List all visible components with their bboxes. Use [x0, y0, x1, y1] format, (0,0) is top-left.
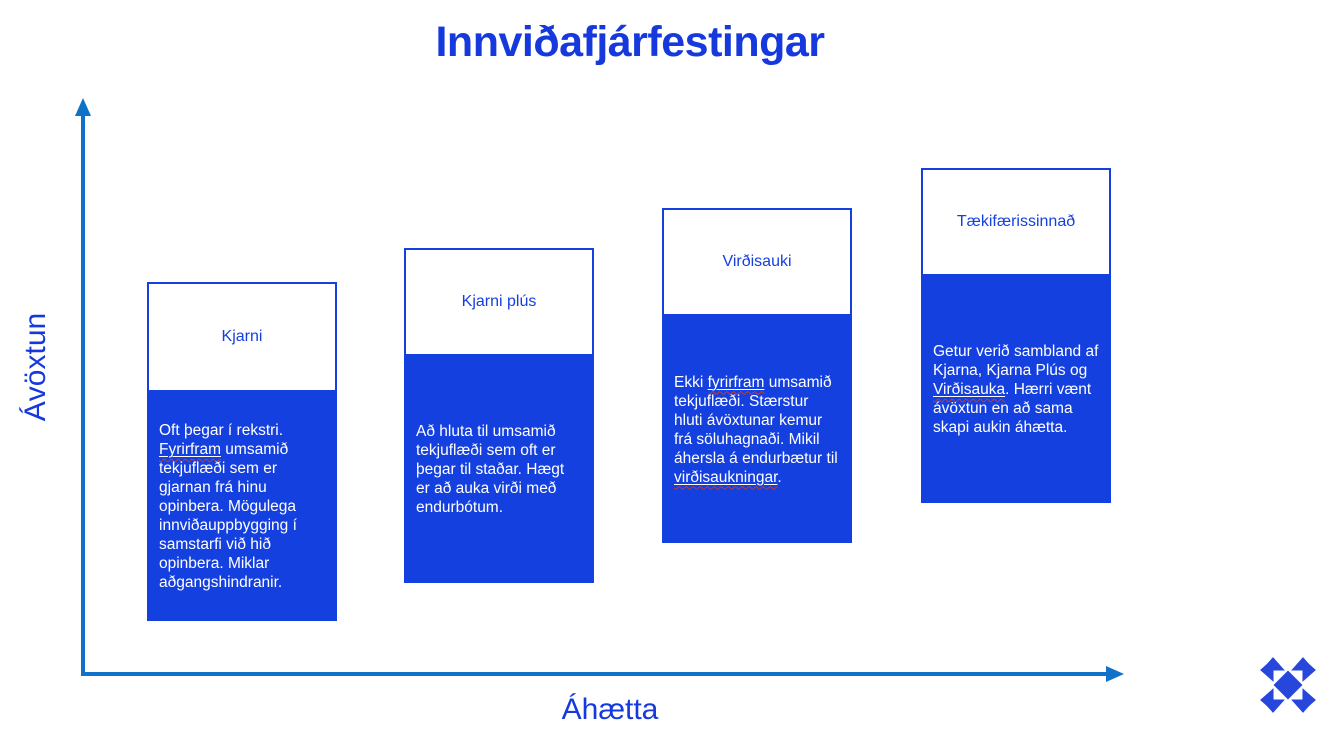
underlined-word: [708, 374, 765, 391]
box-title: [404, 248, 594, 356]
investment-box-kjarni: [147, 282, 337, 621]
box-title: [662, 208, 852, 316]
box-description-text: Að hluta til umsamið tekjuflæði sem oft er þegar til staðar. Hægt er að auka virði með endurbótum.: [416, 423, 565, 516]
underlined-word: [674, 469, 777, 486]
misspelled-word: virðisaukningar: [674, 468, 778, 486]
box-title: [147, 282, 337, 392]
investment-box-kjarni-plus: [404, 248, 594, 583]
investment-box-taekifaerissinnad: [921, 168, 1111, 503]
misspelled-word: Virðisauka: [933, 381, 1006, 398]
misspelled-word: Fyrirfram: [159, 441, 221, 458]
box-description-text: Oft þegar í rekstri. Fyrirfram umsamið tekjuflæði sem er gjarnan frá hinu opinbera. Mögulega innviðauppbygging í samstarfi við hið opinbera. Miklar aðgangshindranir.: [159, 422, 297, 591]
box-title-label: Tækifærissinnað: [956, 213, 1076, 230]
company-logo-star-icon: [1257, 654, 1319, 716]
investment-box-virdisauki: [662, 208, 852, 543]
underlined-word: [159, 441, 221, 458]
box-description-text: Getur verið sambland af Kjarna, Kjarna Plús og Virðisauka. Hærri vænt ávöxtun en að sama skapi aukin áhætta.: [933, 343, 1099, 436]
box-description-text: Ekki fyrirfram umsamið tekjuflæði. Stærstur hluti ávöxtunar kemur frá söluhagnaði. Mikil áhersla á endurbætur til virðisaukningar.: [674, 373, 838, 486]
y-axis-label: Ávöxtun: [19, 312, 52, 422]
y-axis-arrow: [75, 98, 91, 674]
box-description: [404, 356, 594, 583]
box-title-label: Kjarni plús: [461, 293, 537, 310]
box-description: [147, 392, 337, 621]
box-title-label: Virðisauki: [722, 253, 792, 270]
box-title: [921, 168, 1111, 276]
page-title: Innviðafjárfestingar: [435, 18, 825, 66]
x-axis-arrow: [81, 666, 1124, 682]
box-description: [662, 316, 852, 543]
misspelled-word: fyrirfram: [707, 373, 765, 391]
box-title-label: Kjarni: [221, 328, 263, 345]
box-description: [921, 276, 1111, 503]
x-axis-label: Áhætta: [561, 693, 659, 726]
underlined-word: [933, 381, 1005, 398]
